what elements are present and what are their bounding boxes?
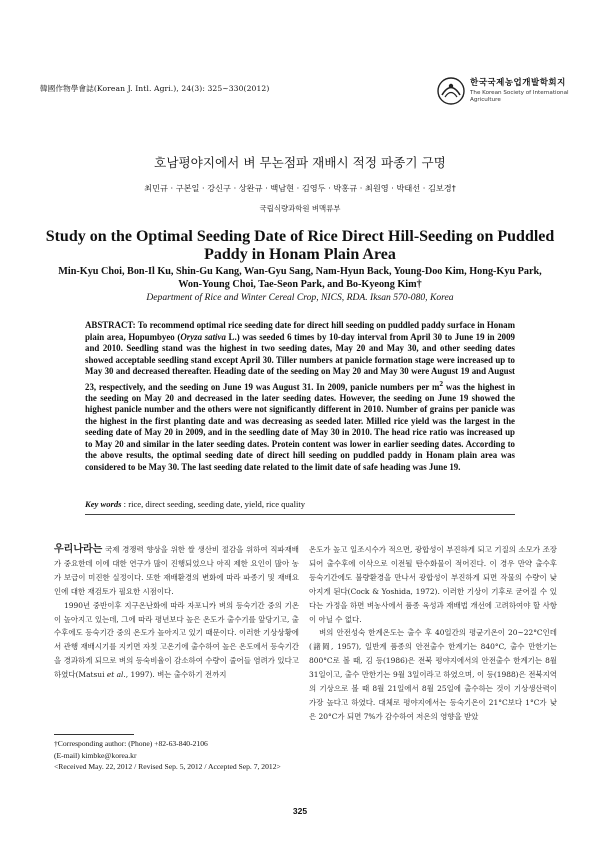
body-left-etal: et al <box>106 670 124 680</box>
korean-affiliation: 국립식량과학원 벼맥류부 <box>259 204 341 213</box>
english-authors-line-2: Won-Young Choi, Tae-Seon Park, and Bo-Kyeong Kim† <box>178 279 422 290</box>
body-right-paragraph-1: 온도가 높고 일조시수가 적으면, 광합성이 부진하게 되고 기질의 소모가 조장되어 출수후에 이삭으로 이전될 탄수화물이 적어진다. 이 경우 만약 출수후 등숙기간에도 불량환경을 만나서 광합성이 부진하게 되면 작물의 수량이 낮아지게 된다(Cock & Yoshida, 1972). 이러한 기상이 기후로 굳어질 수 있다는 가정을 하면 벼농사에서 품종 육성과 재배법 개선에 고려하여야 할 사항이 아닐 수 없다. <box>309 545 557 624</box>
keywords-separator: : <box>121 499 129 509</box>
english-authors <box>40 265 560 291</box>
abstract <box>85 320 515 473</box>
body-left-paragraph-2 <box>54 599 299 682</box>
abstract-superscript: 2 <box>439 378 444 388</box>
abstract-part-2: L.) was seeded 6 times by 10-day interval from April 30 to June 19 in 2009 and 2010. Seedling stand was the highest in two seeding dates, May 20 and May 30, and other seeding dates showed acceptable seedling stand except April 30. Tiller numbers at panicle formation stage were increased up to May 30 and decreased thereafter. Heading date of the seeding on May 20 and May 30 were August 19 and August 23, respectively, and the seeding on June 19 was August 31. In 2009, panicle numbers per m <box>85 331 515 392</box>
korean-authors: 최민규 · 구본일 · 강신구 · 상완규 · 백남현 · 김영두 · 박홍규 · 최원영 · 박태선 · 김보경† <box>144 183 456 193</box>
footnote-corresponding-author: †Corresponding author: (Phone) +82-63-840-2106 <box>54 739 208 748</box>
society-emblem-icon <box>436 76 466 106</box>
english-title: Study on the Optimal Seeding Date of Rice Direct Hill-Seeding on Puddled Paddy in Honam Plain Area <box>45 228 555 263</box>
logo-korean-name: 한국국제농업개발학회지 <box>470 78 566 88</box>
page-number: 325 <box>292 806 308 816</box>
footnote-email: (E-mail) kimbke@korea.kr <box>54 750 137 760</box>
journal-citation: 韓國作物學會誌(Korean J. Intl. Agri.), 24(3): 325~330(2012) <box>40 84 270 93</box>
logo-english-name-2: Agriculture <box>470 97 501 103</box>
abstract-species: Oryza sativa <box>180 331 226 342</box>
keywords <box>85 499 515 509</box>
english-affiliation: Department of Rice and Winter Cereal Crop, NICS, RDA. Iksan 570-080, Korea <box>146 292 454 303</box>
society-logo <box>436 76 569 116</box>
body-right-column <box>309 543 557 724</box>
body-left-p2b: ., 1997). 벼는 출수하기 전까지 <box>123 670 227 680</box>
korean-title: 호남평야지에서 벼 무논점파 재배시 적정 파종기 구명 <box>154 155 446 170</box>
abstract-part-1: ABSTRACT: To recommend optimal rice seeding date for direct hill seeding on puddled paddy surface in Honam plain area, Hopumbyeo ( <box>85 320 515 342</box>
keywords-text: rice, direct seeding, seeding date, yield, rice quality <box>128 499 306 509</box>
footnote-divider <box>54 734 134 735</box>
logo-english-name-1: The Korean Society of International <box>470 90 569 96</box>
body-left-p1-text: 국제 경쟁력 향상을 위한 쌀 생산비 절감을 위하여 직파재배가 중요한데 이에 대한 연구가 많이 진행되었으나 아직 제한 요인이 많아 농가 보급이 미진한 실정이다. 또한 재배환경의 변화에 따라 파종기 및 재배요인에 대한 재검토가 필요한 시점이다. <box>54 545 299 596</box>
body-left-column <box>54 543 299 682</box>
body-right-paragraph-2: 벼의 안전성숙 한계온도는 출수 후 40일간의 평균기온이 20~22°C인데(諸岡, 1957), 일반계 품종의 안전출수 한계기는 840°C, 출수 만한기는 800°C로 볼 때, 김 등(1986)은 전북 평야지에서의 안전출수 한계기는 8월 31일이고, 출수 만한기는 9월 3일이라고 하였으며, 이 등(1988)은 전북지역의 기상으로 볼 때 8월 21일에서 8월 25일에 출수하는 것이 기상생산력이 가장 높다고 하였다. 대체로 평야지에서는 등숙기온이 21°C보다 1°C가 낮은 20°C가 되면 7%가 감수하여 저온의 영향을 받았 <box>309 628 557 721</box>
body-left-paragraph-1 <box>54 543 299 599</box>
footnote-received-dates: <Received May. 22, 2012 / Revised Sep. 5, 2012 / Accepted Sep. 7, 2012> <box>54 762 281 771</box>
abstract-part-3: was the highest in the seeding on May 20 and decreased in the later seeding dates. However, the seeding on June 19 showed the highest panicle number and the others were not significantly different in 2010. Number of grains per panicle was the highest in the first planting date and was decreasing as seeded later. Milled rice yield was the largest in the seeding date of May 20 in 2009, and in the seedling date of May 30 in 2010. The head rice ratio was increased up to May 20 and similar in the later seeding dates. Protein content was lower in earlier seeding dates. According to the above results, the optimal seeding date of direct hill seeding on puddled paddy in Honam plain area was considered to be May 30. The last seeding date related to the limit date of safe heading was June 19. <box>85 381 516 472</box>
english-authors-line-1: Min-Kyu Choi, Bon-Il Ku, Shin-Gu Kang, Wan-Gyu Sang, Nam-Hyun Back, Young-Doo Kim, Hong-Kyu Park, <box>58 266 542 277</box>
keywords-divider <box>85 514 515 515</box>
keywords-label: Key words <box>85 499 122 509</box>
body-lead-word: 우리나라는 <box>54 544 103 555</box>
body-left-p2a: 1990년 중반이후 지구온난화에 따라 자포니카 벼의 등숙기간 중의 기온이 높아지고 있는데, 그에 따라 평년보다 높은 온도가 출수기를 앞당기고, 출수후에도 등숙기간 중의 온도가 높아지고 있기 때문이다. 이러한 기상상황에서 관행 재배시기를 지키면 자칫 고온기에 출수하여 높은 온도에서 등숙기간을 경과하게 되므로 벼의 등숙비율이 감소하여 수량이 줄어들 염려가 있다고 하였다(Matsui <box>54 600 299 680</box>
footnotes <box>54 738 299 773</box>
